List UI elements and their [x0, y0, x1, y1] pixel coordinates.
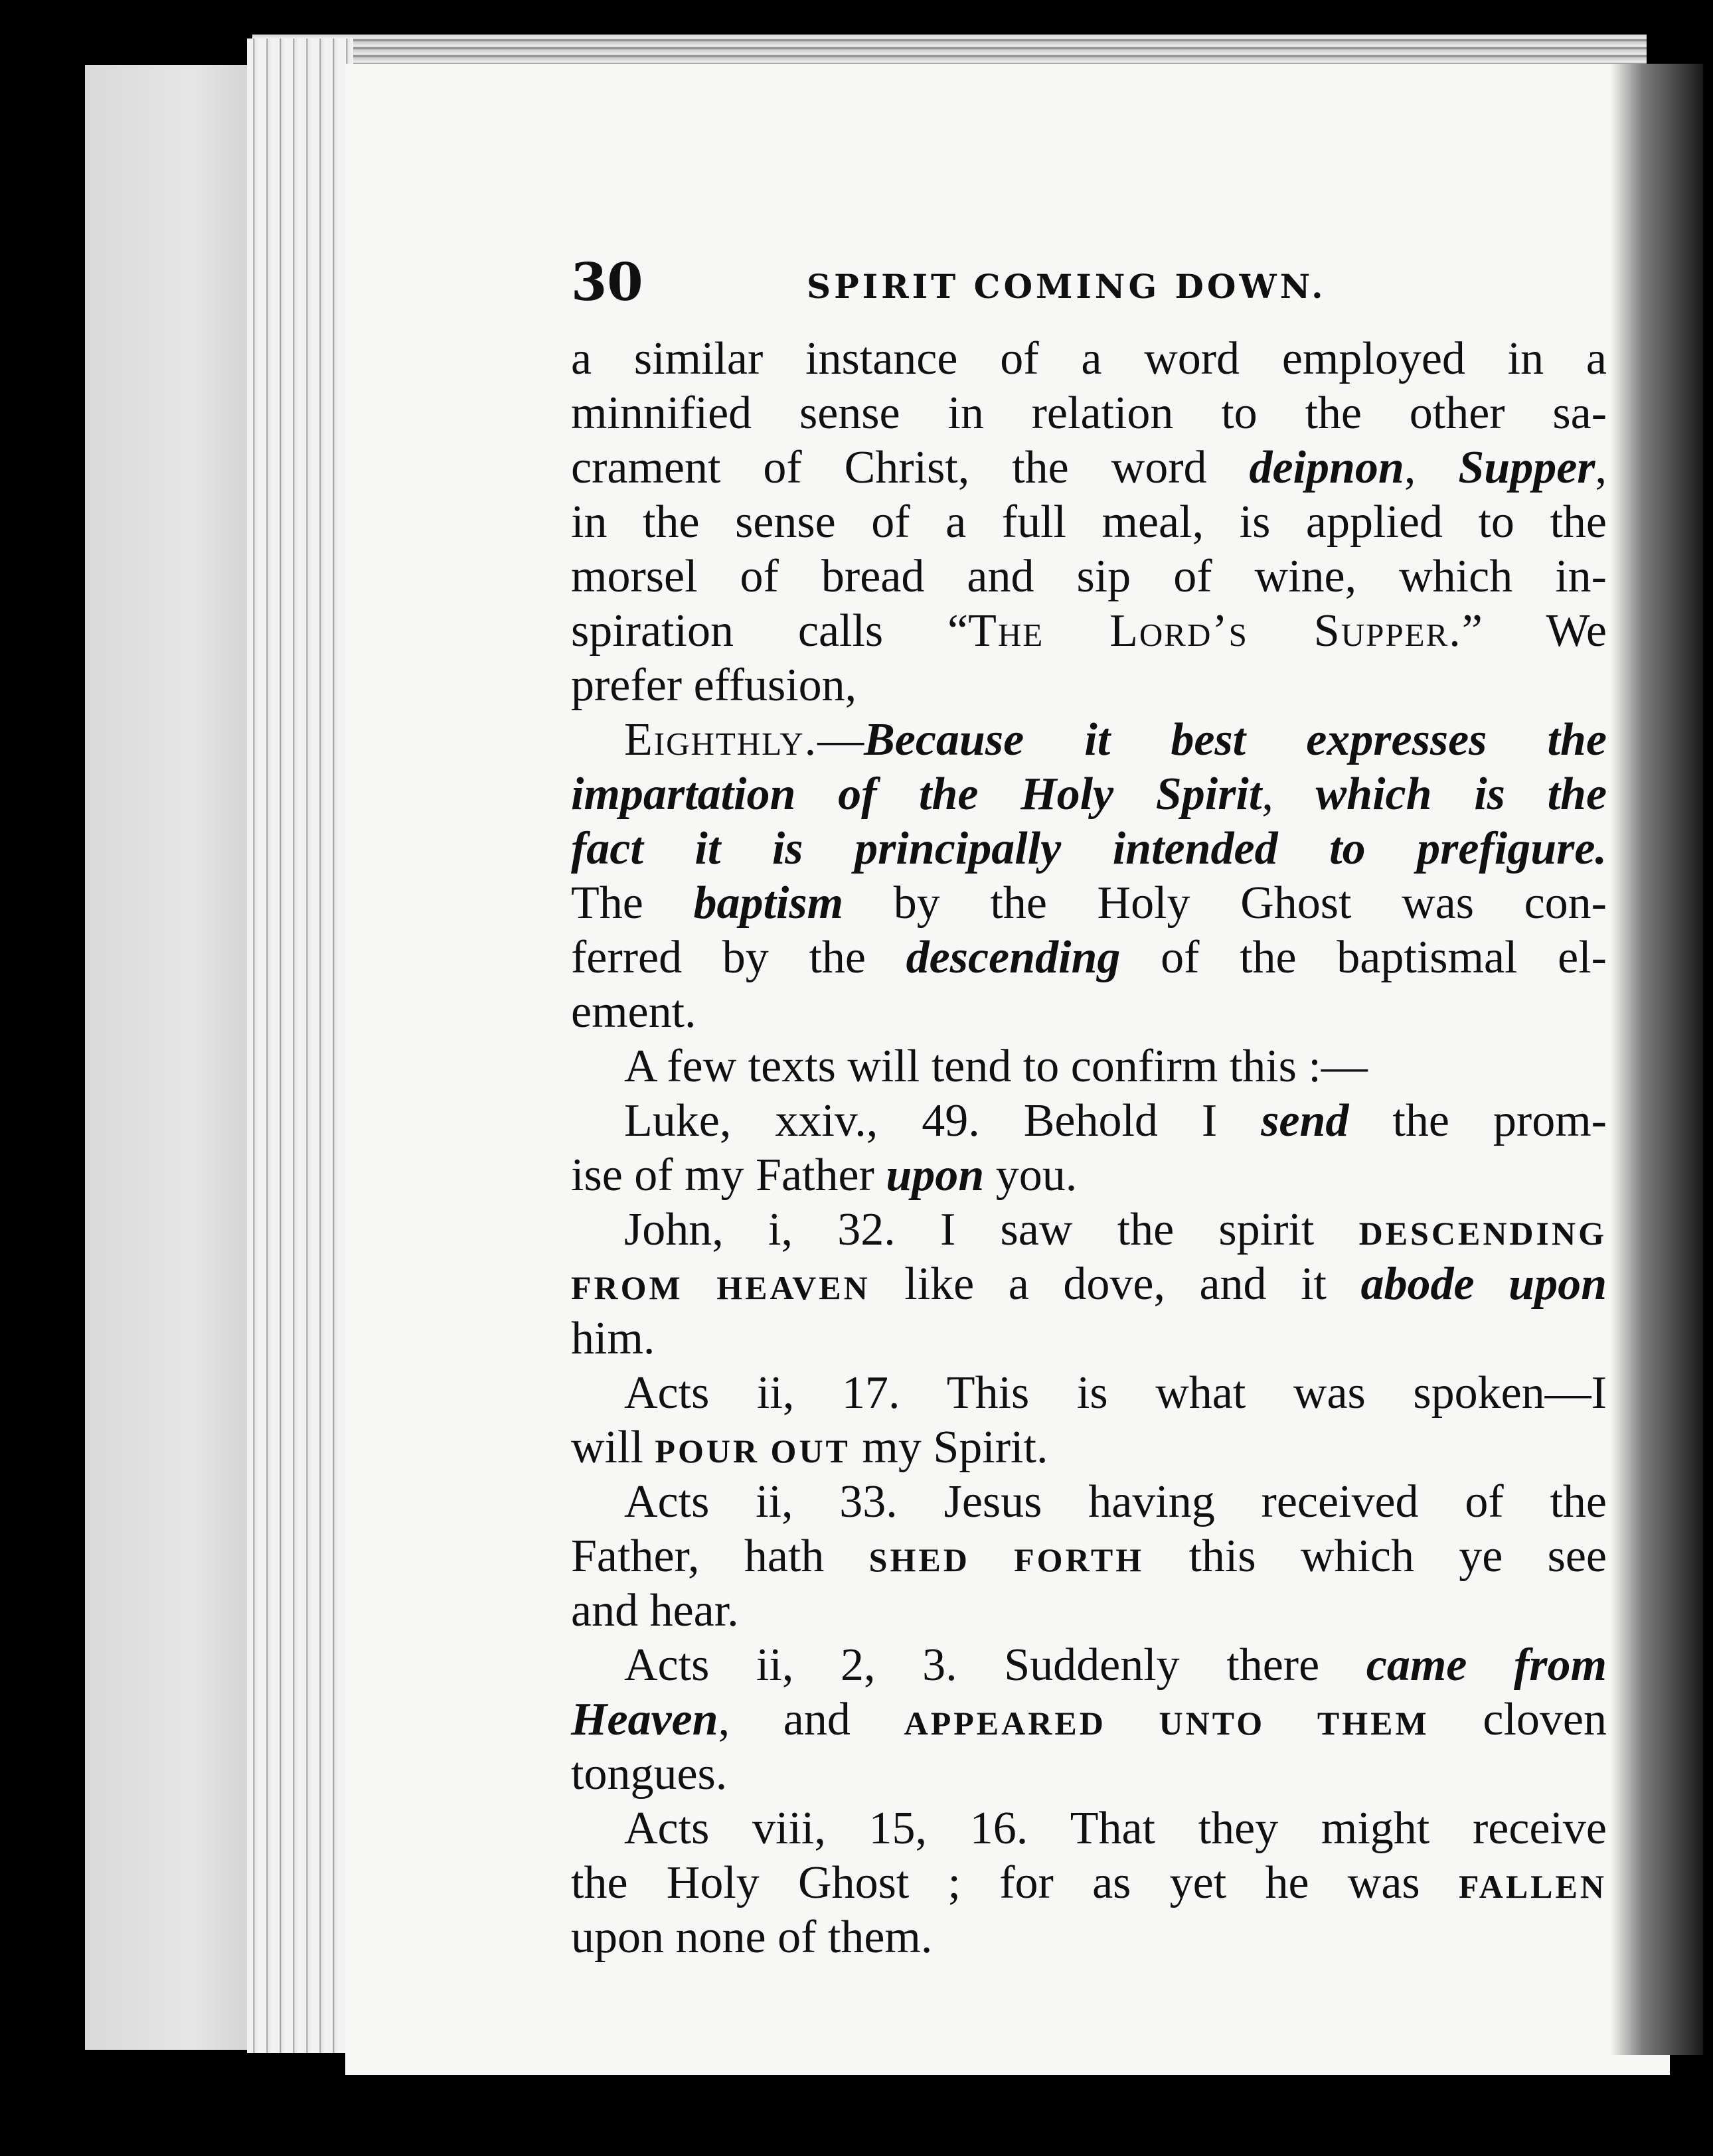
page-header: [571, 252, 1607, 332]
text-line: tongues.: [571, 1748, 728, 1800]
text-line: spiration calls “The Lord’s Supper.” We: [571, 605, 1607, 656]
text-line: and hear.: [571, 1585, 739, 1636]
text-line: minnified sense in relation to the other sa-: [571, 388, 1607, 439]
text-line: impartation of the Holy Spirit, which is the: [571, 769, 1607, 820]
text-line: ement.: [571, 986, 696, 1038]
text-line: Acts viii, 15, 16. That they might receive: [624, 1803, 1607, 1854]
text-line: a similar instance of a word employed in a: [571, 333, 1607, 384]
book-cover-edge: [85, 65, 264, 2050]
text-line: ferred by the descending of the baptismal el-: [571, 932, 1607, 983]
text-line: will POUR OUT my Spirit.: [571, 1422, 1048, 1473]
text-line: FROM HEAVEN like a dove, and it abode upon: [571, 1259, 1607, 1310]
text-line: Eighthly.—Because it best expresses the: [624, 714, 1607, 765]
running-head: SPIRIT COMING DOWN.: [807, 267, 1327, 306]
text-line: Acts ii, 2, 3. Suddenly there came from: [624, 1640, 1607, 1691]
text-line: in the sense of a full meal, is applied to the: [571, 497, 1607, 548]
text-line: crament of Christ, the word deipnon, Supper,: [571, 442, 1607, 493]
text-line: fact it is principally intended to prefigure.: [571, 823, 1607, 874]
page-stack-edges: [247, 38, 353, 2053]
text-line: upon none of them.: [571, 1912, 933, 1963]
text-line: Heaven, and APPEARED UNTO THEM cloven: [571, 1694, 1607, 1745]
text-line: A few texts will tend to confirm this :—: [624, 1041, 1368, 1092]
text-line: morsel of bread and sip of wine, which in-: [571, 551, 1607, 602]
text-line: ise of my Father upon you.: [571, 1150, 1078, 1201]
text-line: him.: [571, 1313, 655, 1364]
page-text: [571, 252, 1607, 1965]
text-line: Acts ii, 33. Jesus having received of the: [624, 1476, 1607, 1527]
text-line: the Holy Ghost ; for as yet he was FALLEN: [571, 1857, 1607, 1908]
text-line: The baptism by the Holy Ghost was con-: [571, 878, 1607, 929]
page-number: 30: [571, 252, 643, 313]
text-line: Father, hath SHED FORTH this which ye see: [571, 1531, 1607, 1582]
text-line: Luke, xxiv., 49. Behold I send the prom-: [624, 1095, 1607, 1146]
text-line: Acts ii, 17. This is what was spoken—I: [624, 1367, 1607, 1419]
gutter-shadow: [1610, 64, 1703, 2055]
text-line: prefer effusion,: [571, 660, 857, 711]
text-line: John, i, 32. I saw the spirit DESCENDING: [624, 1204, 1607, 1255]
